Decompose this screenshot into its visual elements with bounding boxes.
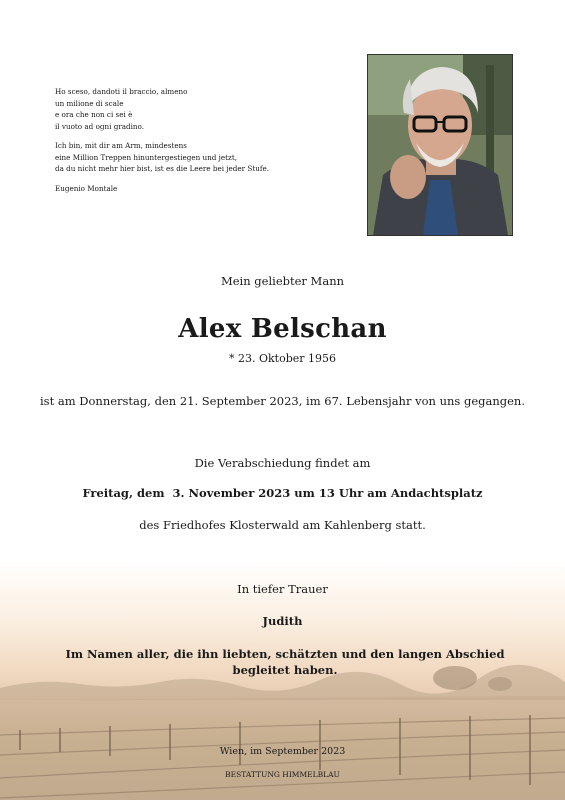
poem-line: Ich bin, mit dir am Arm, mindestens: [55, 141, 187, 150]
farewell-date: Freitag, dem 3. November 2023 um 13 Uhr am Andachtsplatz: [82, 486, 483, 500]
mourners-others: Im Namen aller, die ihn liebten, schätzten und den langen Abschied begleitet haben.: [65, 647, 505, 677]
birth-date: * 23. Oktober 1956: [228, 352, 336, 365]
poem-line: da du nicht mehr hier bist, ist es die Leere bei jeder Stufe.: [55, 164, 270, 173]
portrait-photo: [367, 54, 513, 236]
poem-line: il vuoto ad ogni gradino.: [55, 121, 145, 131]
poem-line: un milione di scale: [55, 98, 124, 108]
city-date: Wien, im September 2023: [219, 746, 346, 757]
poem: [55, 86, 355, 202]
deceased-name: Alex Belschan: [178, 314, 387, 344]
poem-italian: [55, 86, 355, 132]
poem-line: eine Million Treppen hinuntergestiegen und jetzt,: [55, 152, 237, 162]
notice-intro: Mein geliebter Mann: [220, 274, 345, 288]
vineyard-background: [0, 560, 565, 800]
poem-author: Eugenio Montale: [55, 183, 118, 193]
poem-line: e ora che non ci sei è: [55, 110, 133, 119]
farewell-place: des Friedhofes Klosterwald am Kahlenberg statt.: [139, 518, 426, 532]
mourning-text: In tiefer Trauer: [237, 582, 328, 596]
poem-line: Ho sceso, dandoti il braccio, almeno: [55, 87, 188, 96]
funeral-home: BESTATTUNG HIMMELBLAU: [225, 770, 340, 779]
poem-german: [55, 140, 355, 175]
farewell-intro: Die Verabschiedung findet am: [194, 456, 371, 470]
vineyard-illustration: [0, 560, 565, 800]
death-notice: ist am Donnerstag, den 21. September 2023, im 67. Lebensjahr von uns gegangen.: [40, 394, 525, 408]
mourner-name: Judith: [262, 614, 303, 628]
